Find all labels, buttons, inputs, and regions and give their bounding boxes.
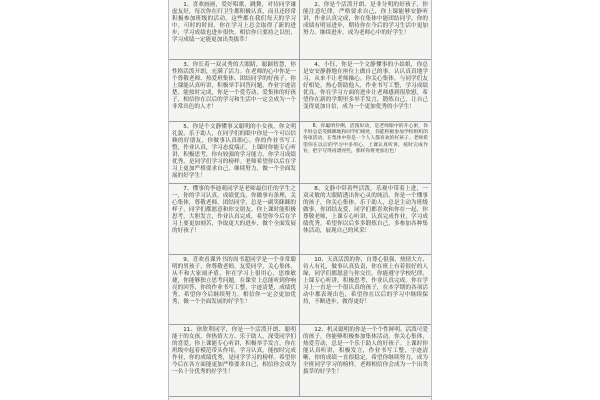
comment-cell-8: 8、文静中带着些活泼，乐观中带着上进，一双灵敏的大眼睛透出你心灵的纯洁。你是一个懂事的孩子，你关心集体，乐于助人，总是主动为班级做事，你团结友爱，同学们都喜欢和你在一起，你尊敬老师，上课专心听讲，认真完成作业，学习成绩优秀。希望你以后多多锻炼自己，多参加各种集体活动，展现自己的风采！ bbox=[300, 184, 431, 255]
comment-cell-1: 1、喜欢画画，爱好唱歌，跳舞，对待同学谦虚友好，每次你在归卫生都积极认真，而且还经常积极参加班级的活动，这些都在我们每天的学习中，可时的时间，你在学习上总会取得了新的进步，学习成绩也进步很快。相信你只要持之以恒，学习成绩一定能更加出类拔萃！ bbox=[169, 0, 300, 60]
comment-grid bbox=[169, 0, 431, 400]
comment-cell-2: 2、你是个活泼开朗、是非分明的好孩子，你能注意纪律，严格要求自己，你上课能够安静听讲，作业认真完成，你在集体中能团结同学，你的成绩有明显进步，期待你在今后的学习生活中更加努力、继续进步，成为老师心中的好学生！ bbox=[300, 0, 431, 60]
comment-cell-10: 10、天真活泼的你，自尊心很强，热情大方、待人有礼，做事认真负责，你在班上有着很好的人缘，同学们都愿意与你交往。你能遵守学校纪律，上课专心听讲，积极思考，作业认真完成。你在学习上一直是一个很认真的孩子，在本学期的各项活动中都表现出色，希望你在以后的学习中继续保持，不断进步，做得更好！ bbox=[300, 255, 431, 325]
comment-cell-3: 3、你长着一双灵秀的大眼睛，聪颖智慧，你性格活泼开朗，充满了活力。在老师的心中你是一个尊敬老师、热爱班集体、团结同学的好孩子。你上课能认真听讲，积极举手回答问题，作业字迹清楚、能按时完成，你是一个爱劳动、爱集体的好孩子，相信你在以后的学习和生活中一定会成为一个非常出色的人才！ bbox=[169, 60, 300, 122]
comment-sheet bbox=[168, 0, 432, 400]
comment-cell-4: 4、小钰，你是一个文静懂事的小姑娘，你总是安安静静地在座位上做自己的事，认认真真地学习，从来不让老师操心。你关心集体，与同学们友好相处，热心帮助他人，作业书写工整，学习成绩优良，你在学习方面的进步让老师感到很欣慰，希望你在新的学期里多举手发言，锻炼自己，让自己变得更加自信，成为一个更加优秀的小学生！ bbox=[300, 60, 431, 122]
comment-cell-7: 7、懂事的李迪萌同学是老师最信任的学生之一，你的学习认真，成绩优良，你做事有条理，关心集体，尊敬老师，团结同学，总是一副笑眯眯的样子，同学们都愿意和你交朋友。你上课时能积极思考，大胆发言，作业认真完成。希望你今后在学习上要更加刻苦，争取更大的进步，做个全面发展的好孩子！ bbox=[169, 184, 300, 255]
comment-cell-11: 11、徐欣利同学，你是一个活泼开朗、聪明能干的女孩，你热情大方、乐于助人，深受同学们的喜爱。你上课能专心听讲，积极举手发言，你在班级中起着模范带头作用，学习认真，能按时完成作业，你的成绩优秀，是同学学习的榜样。希望你今后在各方面能更加严格要求自己，相信你会成为一名十分优秀的好学生！ bbox=[169, 325, 300, 397]
comment-cell-12: 12、机灵聪明的你是一个个性鲜明、活泼可爱的孩子，你能够积极参加集体活动，你关心集体，热爱劳动，总是一个乐于助人的好孩子。上课时你能认真听讲，积极发言，作业书写工整，字迹清晰，你的成绩一直很稳定，希望你继续努力，成为全班同学学习的榜样，老师相信你会成为一个出类拔萃的好学生！ bbox=[300, 325, 431, 397]
comment-cell-6: 6、你聪明伶俐，活泼好动，是老师眼中的开心果，你平时总是笑眯眯地和同学们相处，你能积极参加学校组织的各项活动，在集体中你是一个人人都喜欢的好孩子。老师希望你在以后的学习中多用心，上课认真听讲，按时完成作业，把字写得再漂亮些，那样你将更加出色！ bbox=[300, 122, 431, 184]
comment-cell-9: 9、喜欢看课外书的周书超同学是一个非常聪明的男孩子，你尊敬老师，友爱同学，关心集体，从不和大家闹矛盾，你在学习上很用心，思维敏捷，你能够独立思考问题，在课堂上总能听到你响亮的回答，你的作业书写工整，字迹清楚，成绩优秀。希望你今后继续努力，相信你一定会更加优秀，做一个全面发展的好学生！ bbox=[169, 255, 300, 325]
comment-cell-5: 5、你是个文静懂事又聪明的小女孩，你文明礼貌，乐于助人，在同学们的眼中你是一个可以信赖的好朋友，你做事认真细心，你的作业书写工整，作业认真，学习态度端正，上课时你能专心听讲，积极思考，你有较强的学习能力，你学习成绩优秀，是同学们学习的榜样。老师希望你以后在学习上更加严格要求自己，继续努力，做一个全面发展的好学生！ bbox=[169, 122, 300, 184]
